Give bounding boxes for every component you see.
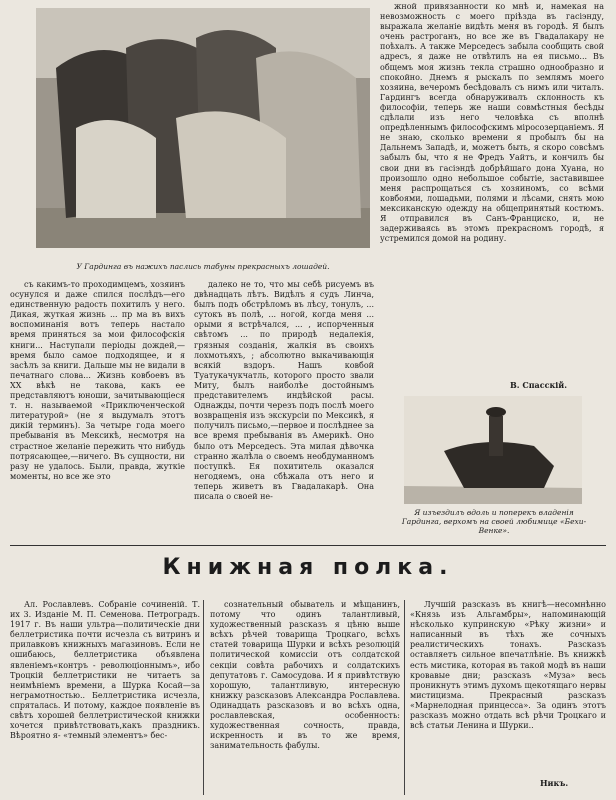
review-column-1: [10, 600, 200, 796]
top-photo-caption: У Гардинга въ нажихъ паслись табуны прекрасныхъ лошадей.: [76, 262, 330, 271]
review-signature: Никъ.: [540, 778, 569, 788]
author-signature: В. Спасскій.: [510, 380, 568, 390]
section-title: Книжная полка.: [162, 555, 454, 580]
rider-photo: [404, 396, 582, 504]
column-divider-2: [404, 600, 405, 795]
article-column-middle: [194, 280, 374, 532]
horses-photo: [36, 8, 370, 248]
column-divider-1: [203, 600, 204, 795]
article-column-left: [10, 280, 185, 532]
rider-illustration: [404, 396, 582, 504]
article-column-right: [380, 2, 604, 374]
review-column-2: [210, 600, 400, 796]
article-column-middle-text: далеко не то, что мы себѣ рисуемъ въ двѣнадцать лѣтъ. Видѣлъ я судъ Линча, былъ подъ обстрѣломъ въ лѣсу, тонулъ, ... сутокъ въ полѣ, ... ногой, когда меня ... орыми я встрѣчался, ... , испорченныя свѣтомъ ... по природѣ недалекія, грязныя созданія, жалкія въ своихъ лохмотьяхъ, ; абсолютно выкачивающія всякій вздоръ. Нашъ ковбой Туатукачукчатль, которого просто звали Миту, былъ наиболѣе достойнымъ представителемъ индѣйской расы. Однажды, почти черезъ подъ послѣ моего возвращенія изъ экскурсіи по Мексикѣ, я получилъ письмо,—первое и послѣднее за все время пребыванія въ Америкѣ. Оно было отъ Мерседесъ. Эта милая дѣвочка странно жалѣла о своемъ необдуманномъ поступкѣ. Ея похититель оказался негодяемъ, она сбѣжала отъ него и теперь живетъ въ Гвадалакарѣ. Она писала о своей не-: [194, 280, 374, 501]
section-divider: [10, 545, 606, 546]
review-column-3: [410, 600, 606, 775]
right-photo-caption: Я изъездилъ вдоль и поперекъ владенія Гардинга, верхомъ на своей любимице «Бехи-Венке».: [401, 508, 587, 535]
review-column-3-text: Лучшій разсказъ въ книгѣ—несомнѣнно «Князь изъ Альгамбры», напоминающій нѣсколько купринскую «Рѣку жизни» и написанный въ тѣхъ же сочныхъ реалистическихъ тонахъ. Разсказъ оставляетъ сильное впечатлѣніе. Въ книжкѣ есть мистика, которая въ такой модѣ въ наши кровавые дни; разсказъ «Муза» весь проникнутъ этимъ духомъ щекотящаго нервы мистицизма. Прекрасный разсказъ «Марнелодная принцесса». За одинъ этотъ разсказъ можно отдать всѣ рѣчи Троцкаго и всѣ статьи Ленина и Шурки..: [410, 600, 606, 731]
review-column-2-text: сознательный обыватель и мѣщанинъ, потому что одинъ талантливый, художественный разсказъ я цѣню выше всѣхъ рѣчей товарища Троцкаго, всѣхъ статей товарища Шурки и всѣхъ резолюцій политической комиссіи отъ солдатской секціи совѣта рабочихъ и солдатскихъ депутатовъ г. Самосудова. И я привѣтствую хорошую, талантливую, интересную книжку разсказовъ Александра Рославлева. Одинадцать разсказовъ и во всѣхъ одна, рославлевская, особенность: художественная сочность, правда, искренность и въ то же время, занимательность фабулы.: [210, 600, 400, 751]
review-column-1-text: Ал. Рославлевъ. Собраніе сочиненій. Т. их 3. Изданіе М. П. Семенова. Петроградъ. 1917 г. Въ наши ультра—политическіе дни беллетристика почти исчезла съ витринъ и прилавковъ книжныхъ магазиновъ. Если не ошибаюсь, беллетристика объявлена явленіемъ«контръ - революціоннымъ», ибо Троцкій беллетристики не читаетъ за неимѣніемъ времени, а Шурка Косай—за неграмотностью.. Беллетристика исчезла, спряталась. И потому, каждое появленіе въ свѣтъ хорошей беллетристической книжки хочется привѣтствовать,какъ праздникъ. Вѣроятно я- «темный элементъ» бес-: [10, 600, 200, 741]
horses-illustration: [36, 8, 370, 248]
article-column-left-text: съ какимъ-то проходимцемъ, хозяинъ осунулся и даже спился послѣдъ—его единственную радость похитилъ у него. Дикая, жуткая жизнь ... пр ма въ вихъ воспоминанія вотъ теперь настало время приняться за мои философскія книги... Наступали періоды дождей,—время было самое подходящее, и я засѣлъ за книги. Дальше мы не видали в печатнаго слова... Жизнь ковбоевъ въ XX вѣкѣ не такова, какъ ее представляютъ юноши, зачитывающіеся т. н. называемой «Приключенческой литературой» (не я выдумалъ этотъ дикій терминъ). За четыре года моего пребыванія въ Мексикѣ, несмотря на страстное желаніе пережить что нибудь потрясающее,—ничего. Въ сущности, ни разу не удалось. Были, правда, жуткіе моменты, но все же это: [10, 280, 185, 481]
article-column-right-text: жной привязанности ко мнѣ и, намекая на невозможность с моего пріѣзда въ гасіэнду, выражала желаніе видѣть меня въ городѣ. Я былъ очень растроганъ, но все же въ Гвадалакару не поѣхалъ. А также Мерседесъ забыла сообщить свой адресъ, я даже не отвѣтилъ на ея письмо... Въ общемъ моя жизнь текла страшно однообразно и спокойно. Днемъ я рыскалъ по землямъ моего хозяина, вечеромъ бесѣдовалъ съ нимъ или читалъ. Гардингъ всегда обнаруживалъ склонность къ философіи, теперь же наши совмѣстныя бесѣды сдѣлали изъ него человѣка съ вполнѣ опредѣленнымъ философскимъ міросозерцаніемъ. Я не знаю, сколько времени я пробылъ бы на Дальнемъ Западѣ, и, можетъ быть, я скоро совсѣмъ забылъ бы, что я не Фредъ Уайтъ, и кончилъ бы свои дни въ гасіэндѣ добрѣйшаго дона Хуана, но произошло одно небольшое событіе, заставившее меня распрощаться съ хозяиномъ, со всѣми ковбоями, лошадьми, полями и лѣсами, снять мою мексиканскую одежду на общепринятый костюмъ. Я отправился въ Санъ-Франциско, и, не задерживаясь въ этомъ прекрасномъ городѣ, я устремился домой на родину.: [380, 2, 604, 244]
